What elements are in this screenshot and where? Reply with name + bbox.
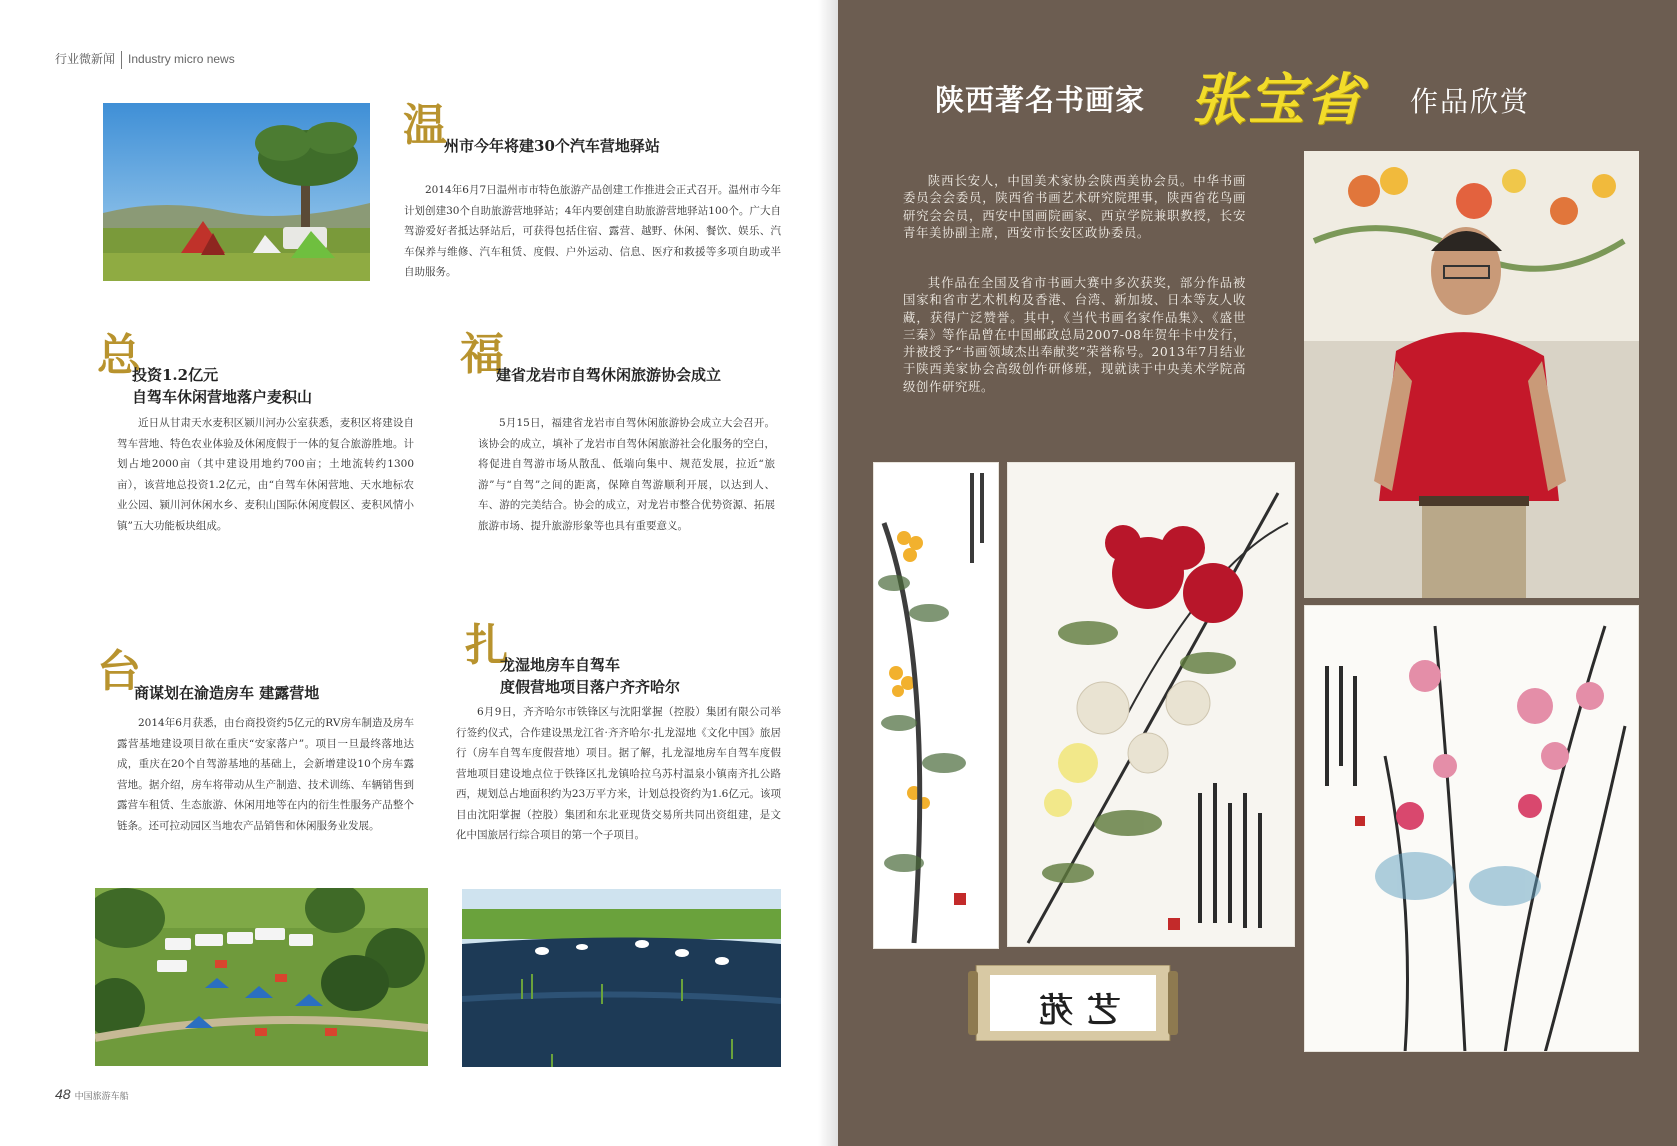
article-lead-char: 扎 — [465, 620, 509, 671]
section-label-zh: 行业微新闻 — [55, 52, 116, 66]
artist-portrait-photo — [1304, 151, 1639, 598]
headline-line: 建省龙岩市自驾休闲旅游协会成立 — [496, 366, 722, 384]
section-divider — [121, 51, 122, 69]
title-main: 陕西著名书画家 — [935, 83, 1146, 117]
headline-line: 投资1.2亿元 — [132, 366, 219, 384]
loquat-painting — [873, 462, 999, 949]
peony-painting — [1007, 462, 1295, 947]
article-headline — [500, 654, 680, 698]
article-lead-char: 总 — [97, 330, 141, 381]
article-headline — [444, 135, 660, 157]
headline-line: 州市今年将建30个汽车营地驿站 — [444, 137, 660, 155]
article-body: 2014年6月获悉，由台商投资约5亿元的RV房车制造及房车露营基地建设项目欲在重庆“安家落户”。项目一旦最终落地达成，重庆在20个自驾游基地的基础上，会新增建设10个房车露营地。据介绍，房车将带动从生产制造、技术训练、车辆销售到露营车租赁、生态旅游、休闲用地等在内的衍生性服务产品整个链条。还可拉动园区当地农产品销售和休闲服务业发展。 — [117, 717, 414, 832]
article-headline — [134, 682, 319, 704]
article-body: 5月15日，福建省龙岩市自驾休闲旅游协会成立大会召开。该协会的成立，填补了龙岩市自驾休闲旅游社会化服务的空白，将促进自驾游市场从散乱、低端向集中、规范发展，拉近“旅游”与“自驾”之间的距离，保障自驾游顺利开展，以达到人、车、游的完美结合。协会的成立，对龙岩市整合优势资源、拓展旅游市场、提升旅游形象等也具有重要意义。 — [478, 417, 775, 532]
artist-name: 张宝省 — [1190, 67, 1364, 133]
headline-line: 商谋划在渝造房车 建露营地 — [134, 684, 320, 702]
headline-line: 度假营地项目落户齐齐哈尔 — [500, 678, 681, 696]
headline-line: 龙湿地房车自驾车 — [500, 656, 621, 674]
title-sub: 作品欣赏 — [1410, 85, 1531, 118]
feature-title — [935, 56, 1575, 133]
article-headline — [132, 364, 312, 408]
article-body: 6月9日，齐齐哈尔市铁锋区与沈阳掌握（控股）集团有限公司举行签约仪式，合作建设黑龙江省·齐齐哈尔·扎龙湿地《文化中国》旅居行（房车自驾车度假营地）项目。据了解，扎龙湿地房车自驾车度假营地项目建设地点位于铁锋区扎龙镇哈拉乌苏村温泉小镇南齐扎公路西，规划总占地面积约为23万平方米，计划总投资约为1.6亿元。该项目由沈阳掌握（控股）集团和东北亚现货交易所共同出资组建，是文化中国旅居行综合项目的第一个子项目。 — [456, 706, 781, 841]
calligraphy-scroll — [968, 965, 1178, 1041]
spine-shadow — [818, 0, 838, 1146]
wetland-cranes-photo — [462, 889, 781, 1067]
section-label — [55, 50, 235, 69]
article-lead-char: 福 — [460, 329, 504, 380]
camping-tree-photo — [103, 103, 370, 281]
artist-bio-paragraph-2: 其作品在全国及省市书画大赛中多次获奖，部分作品被国家和省市艺术机构及香港、台湾、新加坡、日本等友人收藏，获得广泛赞誉。其中，《当代书画名家作品集》、《盛世三秦》等作品曾在中国邮政总局2007-08年贺年卡中发行，并被授予“书画领域杰出奉献奖”荣誉称号。2013年7月结业于陕西美家协会高级创作研修班，现就读于中央美术学院高级创作研究班。 — [903, 275, 1246, 394]
scroll-text: 艺苑 — [1025, 991, 1121, 1031]
campground-aerial-photo — [95, 888, 428, 1066]
article-lead-char: 温 — [403, 100, 447, 151]
artist-bio-paragraph-1: 陕西长安人，中国美术家协会陕西美协会员。中华书画委员会会委员，陕西省书画艺术研究院理事，陕西省花鸟画研究会会员，西安中国画院画家、西京学院兼职教授，长安青年美协副主席，西安市长安区政协委员。 — [903, 173, 1246, 240]
headline-line: 自驾车休闲营地落户麦积山 — [132, 388, 313, 406]
article-lead-char: 台 — [97, 646, 141, 697]
article-headline — [496, 364, 721, 386]
magazine-name: 中国旅游车船 — [74, 1091, 129, 1101]
page-number: 48 — [55, 1086, 71, 1102]
section-label-en: Industry micro news — [128, 52, 235, 66]
article-body: 2014年6月7日温州市市特色旅游产品创建工作推进会正式召开。温州市今年计划创建30个自助旅游营地驿站；4年内要创建自助旅游营地驿站100个。广大自驾游爱好者抵达驿站后，可获得包括住宿、露营、越野、休闲、餐饮、娱乐、汽车保养与维修、汽车租赁、度假、户外运动、信息、医疗和救援等多项自助或半自助服务。 — [404, 184, 781, 278]
rose-painting — [1304, 605, 1639, 1052]
left-page — [0, 0, 838, 1146]
article-body: 近日从甘肃天水麦积区颍川河办公室获悉，麦积区将建设自驾车营地、特色农业体验及休闲度假于一体的复合旅游胜地。计划占地2000亩（其中建设用地约700亩；土地流转约1300亩），该营地总投资1.2亿元，由“自驾车休闲营地、天水地标农业公园、颍川河休闲水乡、麦积山国际休闲度假区、麦积风情小镇”五大功能板块组成。 — [117, 417, 414, 532]
page-footer — [55, 1086, 129, 1102]
